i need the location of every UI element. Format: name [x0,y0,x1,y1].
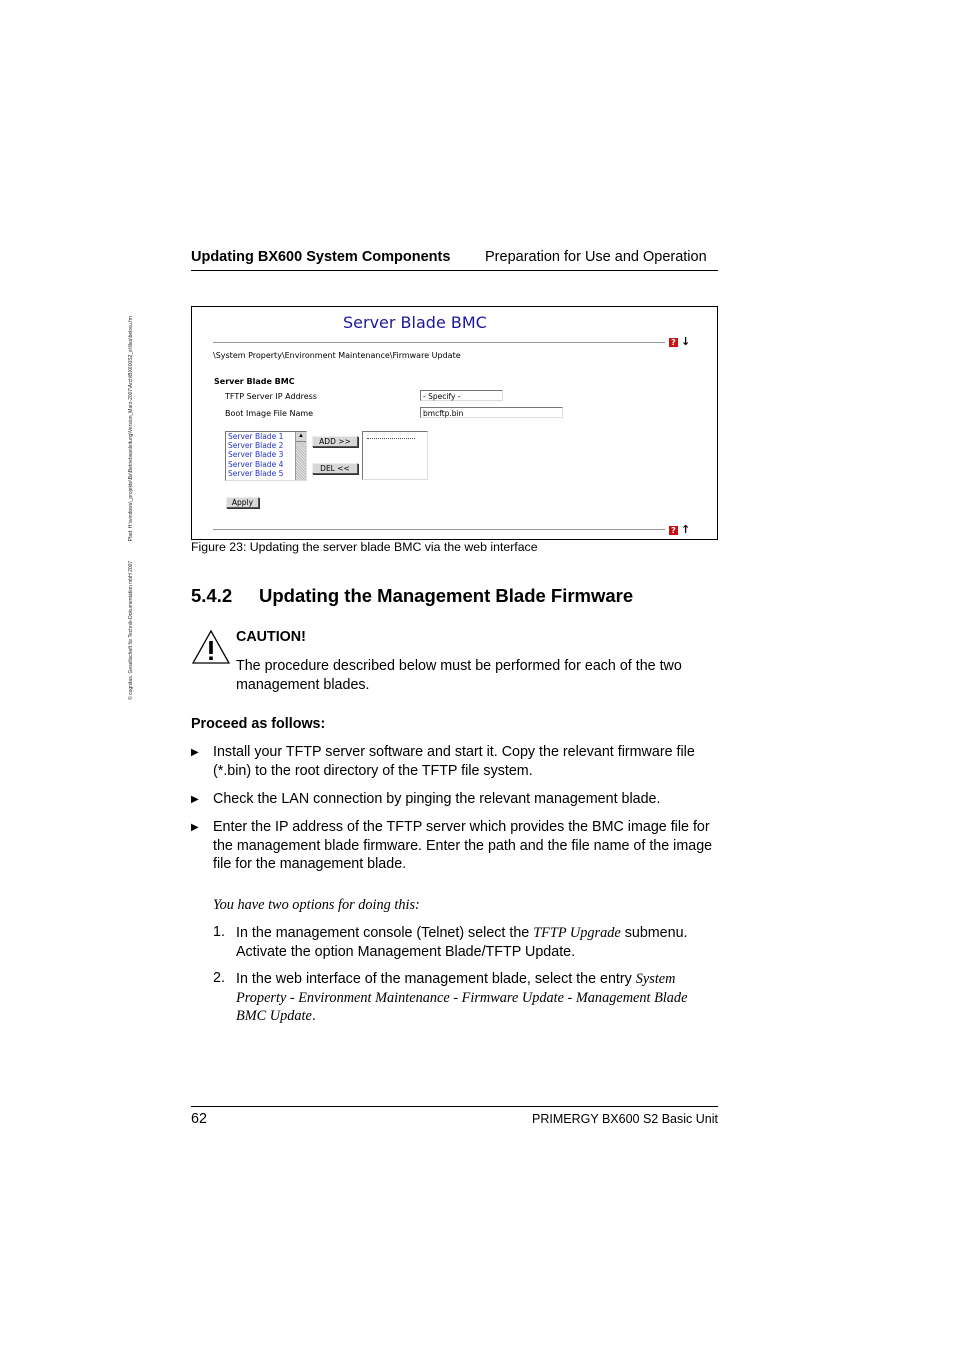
header-rule [191,270,718,271]
top-divider [213,342,665,343]
apply-button[interactable]: Apply [226,497,259,508]
caution-title: CAUTION! [236,629,306,645]
section-number: 5.4.2 [191,585,233,606]
caution-text: The procedure described below must be performed for each of the two management blades. [236,658,682,693]
list-item[interactable]: Server Blade 1 [228,432,284,441]
imprint-copyright: © cognitas. Gesellschaft für Technik-Dokumentation mbH 2007 [128,560,134,700]
list-item[interactable]: Server Blade 4 [228,459,284,469]
empty-placeholder [367,438,415,439]
form-section-label: Server Blade BMC [214,377,295,386]
option-1-text [236,924,718,961]
step-2: Check the LAN connection by pinging the relevant management blade. [213,791,661,807]
option-menu-ref: System Property - Environment Maintenance - Firmware Update - Management Blade BMC Update [236,971,688,1024]
del-button[interactable]: DEL << [312,463,358,474]
bottom-divider [213,529,665,530]
option-text-pre: In the web interface of the management blade, select the entry [236,971,636,987]
blade-list[interactable] [225,431,307,481]
step-3: Enter the IP address of the TFTP server which provides the BMC image file for the management blade firmware. Enter the path and the file name of the image file for the management blade. [213,819,713,872]
option-text-post: . [311,1008,316,1024]
boot-image-input[interactable]: bmcftp.bin [420,407,563,418]
product-name: PRIMERGY BX600 S2 Basic Unit [532,1112,718,1126]
list-item[interactable]: Server Blade 5 [228,468,284,478]
bullet-arrow-icon: ▶ [191,747,199,758]
arrow-down-icon[interactable]: ↓ [681,335,691,348]
arrow-up-icon[interactable]: ↑ [681,523,691,536]
tftp-ip-input[interactable]: - Specify - [420,390,503,401]
breadcrumb: \System Property\Environment Maintenance\Firmware Update [213,351,461,360]
help-icon[interactable]: ? [669,526,678,535]
section-title: Updating the Management Blade Firmware [259,585,634,606]
option-number: 1. [213,924,225,940]
imprint-file-path: Pfad: H:\windows\_projekte\Bx\Betriebsanleitung\Version_Marz-2007\Arch\BX600S2_e\files\betreu.fm [128,316,134,542]
page-number: 62 [191,1111,207,1127]
options-intro: You have two options for doing this: [213,897,420,913]
scroll-up-icon[interactable]: ▲ [296,432,306,442]
list-item[interactable]: Server Blade 3 [228,450,284,460]
footer-rule [191,1106,718,1107]
option-text-pre: In the management console (Telnet) select the [236,925,534,941]
selected-blade-list[interactable] [362,431,428,480]
bullet-arrow-icon: ▶ [191,794,199,805]
list-item[interactable]: Server Blade 2 [228,441,284,451]
warning-icon [191,629,231,670]
figure-web-interface [191,306,718,540]
figure-caption: Figure 23: Updating the server blade BMC via the web interface [191,540,538,554]
list-scrollbar[interactable] [295,432,306,480]
option-number: 2. [213,970,225,986]
option-menu-ref: TFTP Upgrade [533,925,621,941]
figure-title: Server Blade BMC [343,313,487,332]
running-header-section: Preparation for Use and Operation [485,249,707,265]
proceed-label: Proceed as follows: [191,716,326,732]
boot-image-label: Boot Image File Name [225,409,314,418]
bullet-arrow-icon: ▶ [191,822,199,833]
running-header-chapter: Updating BX600 System Components [191,249,451,265]
help-icon[interactable]: ? [669,338,678,347]
tftp-ip-label: TFTP Server IP Address [225,392,317,401]
option-2-text [236,970,718,1026]
add-button[interactable]: ADD >> [312,436,358,447]
side-imprint [128,298,134,700]
section-heading [191,585,633,607]
option-text-post: submenu. Activate the option Management Blade/TFTP Update. [236,925,688,960]
step-1: Install your TFTP server software and start it. Copy the relevant firmware file (*.bin) to the root directory of the TFTP file system. [213,744,695,779]
